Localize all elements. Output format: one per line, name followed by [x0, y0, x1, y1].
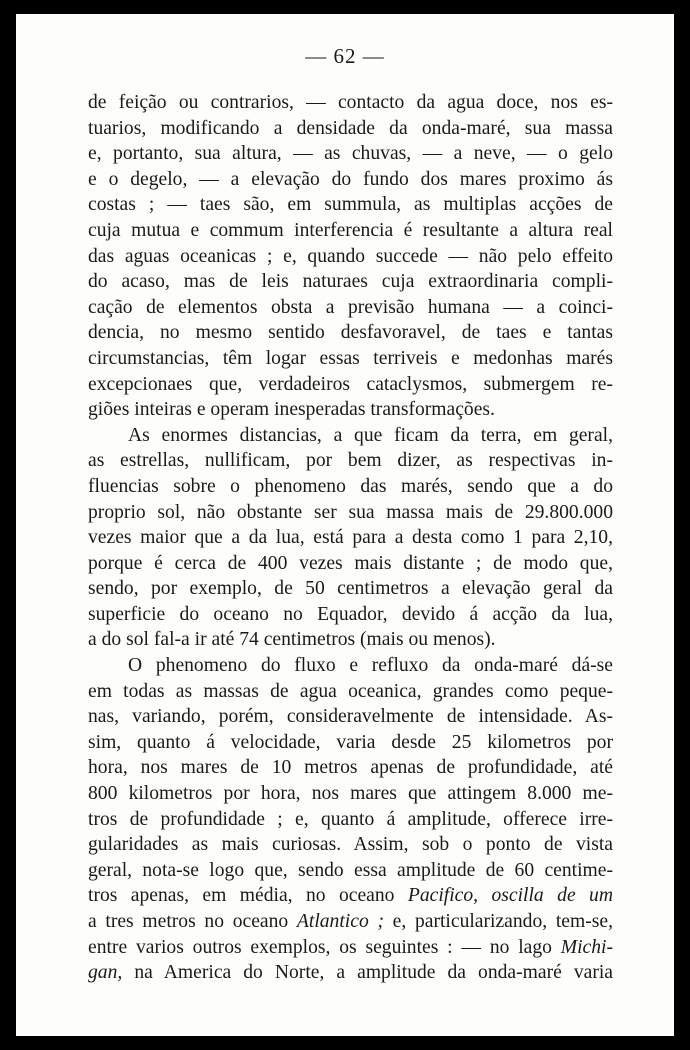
text-line: nas, variando, porém, consideravelmente de intensidade. As- — [88, 706, 613, 728]
text-line: hora, nos mares de 10 metros apenas de profundidade, até — [88, 757, 613, 779]
text-line: a do sol fal-a ir até 74 centimetros (mais ou menos). — [88, 629, 496, 651]
text-line — [88, 935, 613, 961]
text-line: O phenomeno do fluxo e refluxo da onda-maré dá-se — [128, 655, 613, 677]
text-line: giões inteiras e operam inesperadas transformações. — [88, 399, 495, 421]
text-line: cação de elementos obsta a previsão humana — a coinci- — [88, 296, 613, 318]
text-line — [88, 883, 613, 909]
italic-term: Atlantico ; — [296, 911, 384, 932]
text-line: sim, quanto á velocidade, varia desde 25 kilometros por — [88, 731, 613, 753]
text-segment: na America do Norte, a amplitude da onda-maré varia — [134, 962, 613, 984]
text-segment: a tres metros no oceano — [88, 911, 289, 932]
text-line — [88, 960, 613, 986]
text-line: do acaso, mas de leis naturaes cuja extraordinaria compli- — [88, 271, 613, 293]
text-line: de feição ou contrarios, — contacto da agua doce, nos es- — [88, 92, 613, 113]
text-line: 800 kilometros por hora, nos mares que attingem 8.000 me- — [88, 783, 613, 805]
text-line: tros de profundidade ; e, quanto á amplitude, offerece irre- — [88, 808, 613, 830]
text-line: em todas as massas de agua oceanica, grandes como peque- — [88, 680, 613, 702]
italic-term: oscilla de um — [491, 885, 613, 907]
text-line: cuja mutua e commum interferencia é resultante a altura real — [88, 219, 613, 241]
paragraph-1 — [88, 90, 613, 423]
text-line: fluencias sobre o phenomeno das marés, sendo que a do — [88, 475, 613, 497]
text-line: geral, nota-se logo que, sendo essa amplitude de 60 centime- — [88, 859, 613, 881]
text-line: e, portanto, sua altura, — as chuvas, — a neve, — o gelo — [88, 143, 613, 165]
text-line: vezes maior que a da lua, está para a desta como 1 para 2,10, — [88, 527, 613, 549]
text-line: circumstancias, têm logar essas terriveis e medonhas marés — [88, 347, 613, 369]
text-segment: entre varios outros exemplos, os seguintes : — no lago — [88, 936, 552, 958]
text-line: As enormes distancias, a que ficam da terra, em geral, — [128, 424, 613, 446]
text-line: porque é cerca de 400 vezes mais distante ; de modo que, — [88, 552, 613, 574]
text-line: tuarios, modificando a densidade da onda-maré, sua massa — [88, 117, 613, 139]
text-line: superficie do oceano no Equador, devido á acção da lua, — [88, 603, 613, 625]
text-line: sendo, por exemplo, de 50 centimetros a elevação geral da — [88, 578, 613, 600]
text-segment: tros apenas, em média, no oceano — [88, 885, 395, 907]
text-segment: e, particularizando, tem-se, — [392, 911, 613, 932]
text-line: as estrellas, nullificam, por bem dizer, as respectivas in- — [88, 450, 613, 472]
text-line: excepcionaes que, verdadeiros cataclysmos, submergem re- — [88, 373, 613, 395]
paragraph-3 — [88, 653, 613, 986]
body-text — [88, 90, 613, 986]
text-line — [88, 909, 613, 935]
text-line: costas ; — taes são, em summula, as multiplas acções de — [88, 194, 613, 216]
text-line: das aguas oceanicas ; e, quando succede — não pelo effeito — [88, 245, 613, 267]
italic-term: Pacifico, — [407, 885, 479, 907]
italic-term: gan, — [88, 962, 123, 984]
text-line: dencia, no mesmo sentido desfavoravel, de taes e tantas — [88, 322, 613, 344]
book-page — [16, 14, 674, 1036]
text-line: e o degelo, — a elevação do fundo dos mares proximo ás — [88, 168, 613, 190]
text-line: proprio sol, não obstante ser sua massa mais de 29.800.000 — [88, 501, 613, 523]
text-line: gularidades as mais curiosas. Assim, sob o ponto de vista — [88, 834, 613, 856]
italic-term: Michi- — [560, 936, 613, 958]
paragraph-2 — [88, 423, 613, 653]
page-number: — 62 — — [305, 44, 385, 68]
